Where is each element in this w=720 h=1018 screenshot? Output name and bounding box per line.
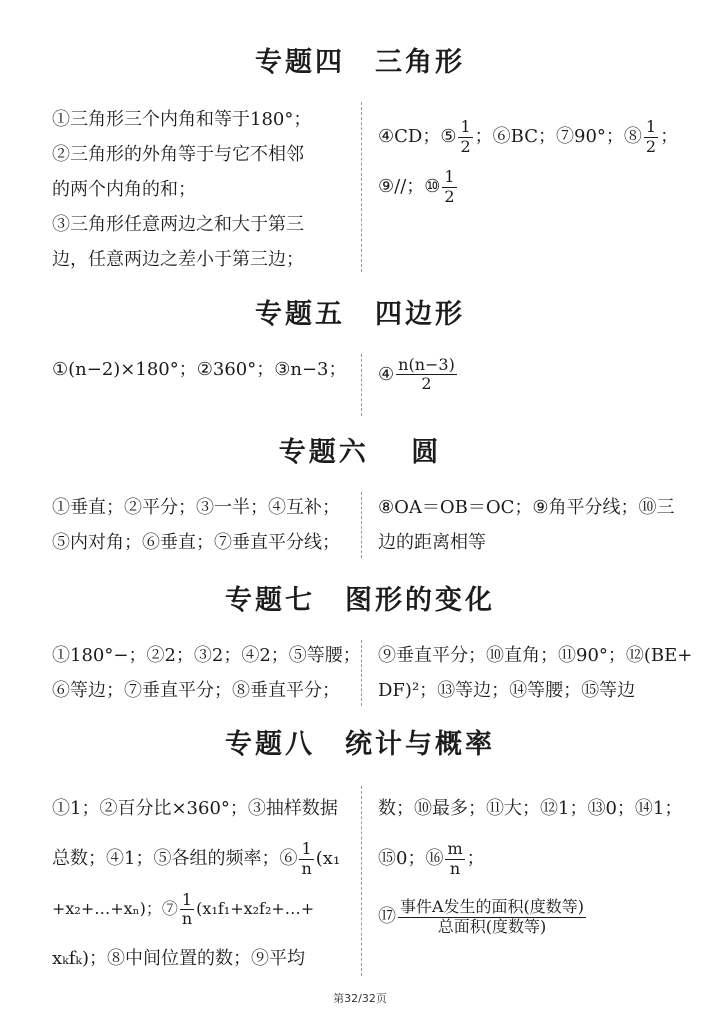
s7-right-line: ⑨垂直平分；⑩直角；⑪90°；⑫(BE+ (378, 645, 693, 666)
s6-right-line: 边的距离相等 (378, 532, 486, 553)
fraction (396, 356, 457, 394)
s8-answer: +x₂+…+xₙ)；⑦ (52, 899, 178, 918)
fraction-num: m (447, 839, 463, 859)
s4-answer: ⑨//；⑩ (378, 176, 441, 197)
fraction-num: 事件A发生的面积(度数等) (400, 897, 585, 917)
s4-answer: ；⑥BC；⑦90°；⑧ (474, 126, 642, 147)
fraction (180, 891, 194, 929)
s4-left-line: 边，任意两边之差小于第三边； (52, 249, 304, 270)
fraction-den: 2 (460, 136, 471, 156)
s8-answer: 总数；④1；⑤各组的频率；⑥ (52, 848, 298, 869)
s7-left-line: ⑥等边；⑦垂直平分；⑧垂直平分； (52, 680, 340, 701)
s5-answer: ④ (378, 363, 395, 385)
s4-right-line (378, 162, 678, 212)
s6-right-line: ⑧OA＝OB＝OC；⑨角平分线；⑩三 (378, 497, 675, 518)
s4-right-line (378, 112, 678, 162)
section-title-circle: 专题六 圆 (278, 437, 442, 468)
fraction (442, 168, 456, 206)
s8-answer: (x₁ (315, 848, 341, 869)
section4-left (52, 102, 347, 277)
fraction (398, 898, 586, 936)
s8-answer: ⑰ (378, 906, 396, 927)
section-title-statistics: 专题八 统计与概率 (225, 729, 495, 760)
section5-left (52, 352, 347, 387)
section7-right (378, 638, 693, 708)
s4-left-line: ②三角形的外角等于与它不相邻 (52, 144, 304, 165)
section6-right (378, 490, 678, 560)
fraction (458, 118, 472, 156)
fraction-den: n (301, 858, 312, 878)
section-title-transformation: 专题七 图形的变化 (225, 585, 495, 616)
s4-left-line: 的两个内角的和； (52, 179, 196, 200)
fraction-num: 1 (444, 167, 455, 187)
fraction-den: 2 (421, 374, 432, 394)
s8-answer: ⑮0；⑯ (378, 848, 444, 869)
s8-answer: ； (466, 848, 485, 869)
fraction-den: 总面积(度数等) (437, 916, 547, 936)
s5-left-line: ①(n−2)×180°；②360°；③n−3； (52, 359, 347, 380)
fraction-den: n (449, 858, 461, 878)
fraction (445, 840, 464, 878)
fraction-num: 1 (299, 840, 313, 859)
fraction-den: n (181, 909, 193, 928)
section7-left (52, 638, 361, 708)
s8-left-line: ①1；②百分比×360°；③抽样数据 (52, 798, 338, 819)
s7-left-line: ①180°−；②2；③2；④2；⑤等腰； (52, 645, 361, 666)
fraction (299, 840, 313, 878)
section-title-quadrilateral: 专题五 四边形 (255, 299, 465, 330)
s8-answer: (x₁f₁+x₂f₂+…+ (196, 899, 315, 918)
s8-left-line: xₖfₖ)；⑧中间位置的数；⑨平均 (52, 948, 305, 969)
divider (361, 102, 362, 272)
fraction (644, 118, 658, 156)
fraction-num: 1 (180, 891, 194, 910)
s8-right-line: 数；⑩最多；⑪大；⑫1；⑬0；⑭1； (378, 798, 683, 819)
section8-right (378, 784, 683, 942)
divider (361, 640, 362, 706)
s8-left-line (52, 834, 347, 884)
section8-left (52, 784, 347, 984)
s4-answer: ； (660, 126, 679, 147)
page-number: 第32/32页 (333, 992, 387, 1005)
s8-right-line (378, 834, 678, 884)
s8-right-line (378, 892, 678, 942)
section4-right (378, 112, 678, 212)
fraction-num: 1 (460, 117, 471, 137)
divider (361, 354, 362, 416)
s6-left-line: ①垂直；②平分；③一半；④互补； (52, 497, 340, 518)
fraction-den: 2 (645, 136, 657, 156)
s6-left-line: ⑤内对角；⑥垂直；⑦垂直平分线； (52, 532, 340, 553)
fraction-num: n(n−3) (398, 355, 455, 374)
s7-right-line: DF)²；⑬等边；⑭等腰；⑮等边 (378, 680, 636, 701)
fraction-den: 2 (444, 186, 455, 206)
section5-right (378, 356, 678, 394)
s4-left-line: ③三角形任意两边之和大于第三 (52, 214, 304, 235)
fraction-num: 1 (645, 117, 657, 137)
divider (361, 492, 362, 558)
s4-answer: ④CD；⑤ (378, 126, 457, 147)
s4-left-line: ①三角形三个内角和等于180°； (52, 109, 312, 130)
divider (361, 786, 362, 976)
section-title-triangle: 专题四 三角形 (255, 47, 465, 78)
section6-left (52, 490, 347, 560)
s5-right-line (378, 356, 678, 394)
s8-left-line (52, 884, 347, 934)
